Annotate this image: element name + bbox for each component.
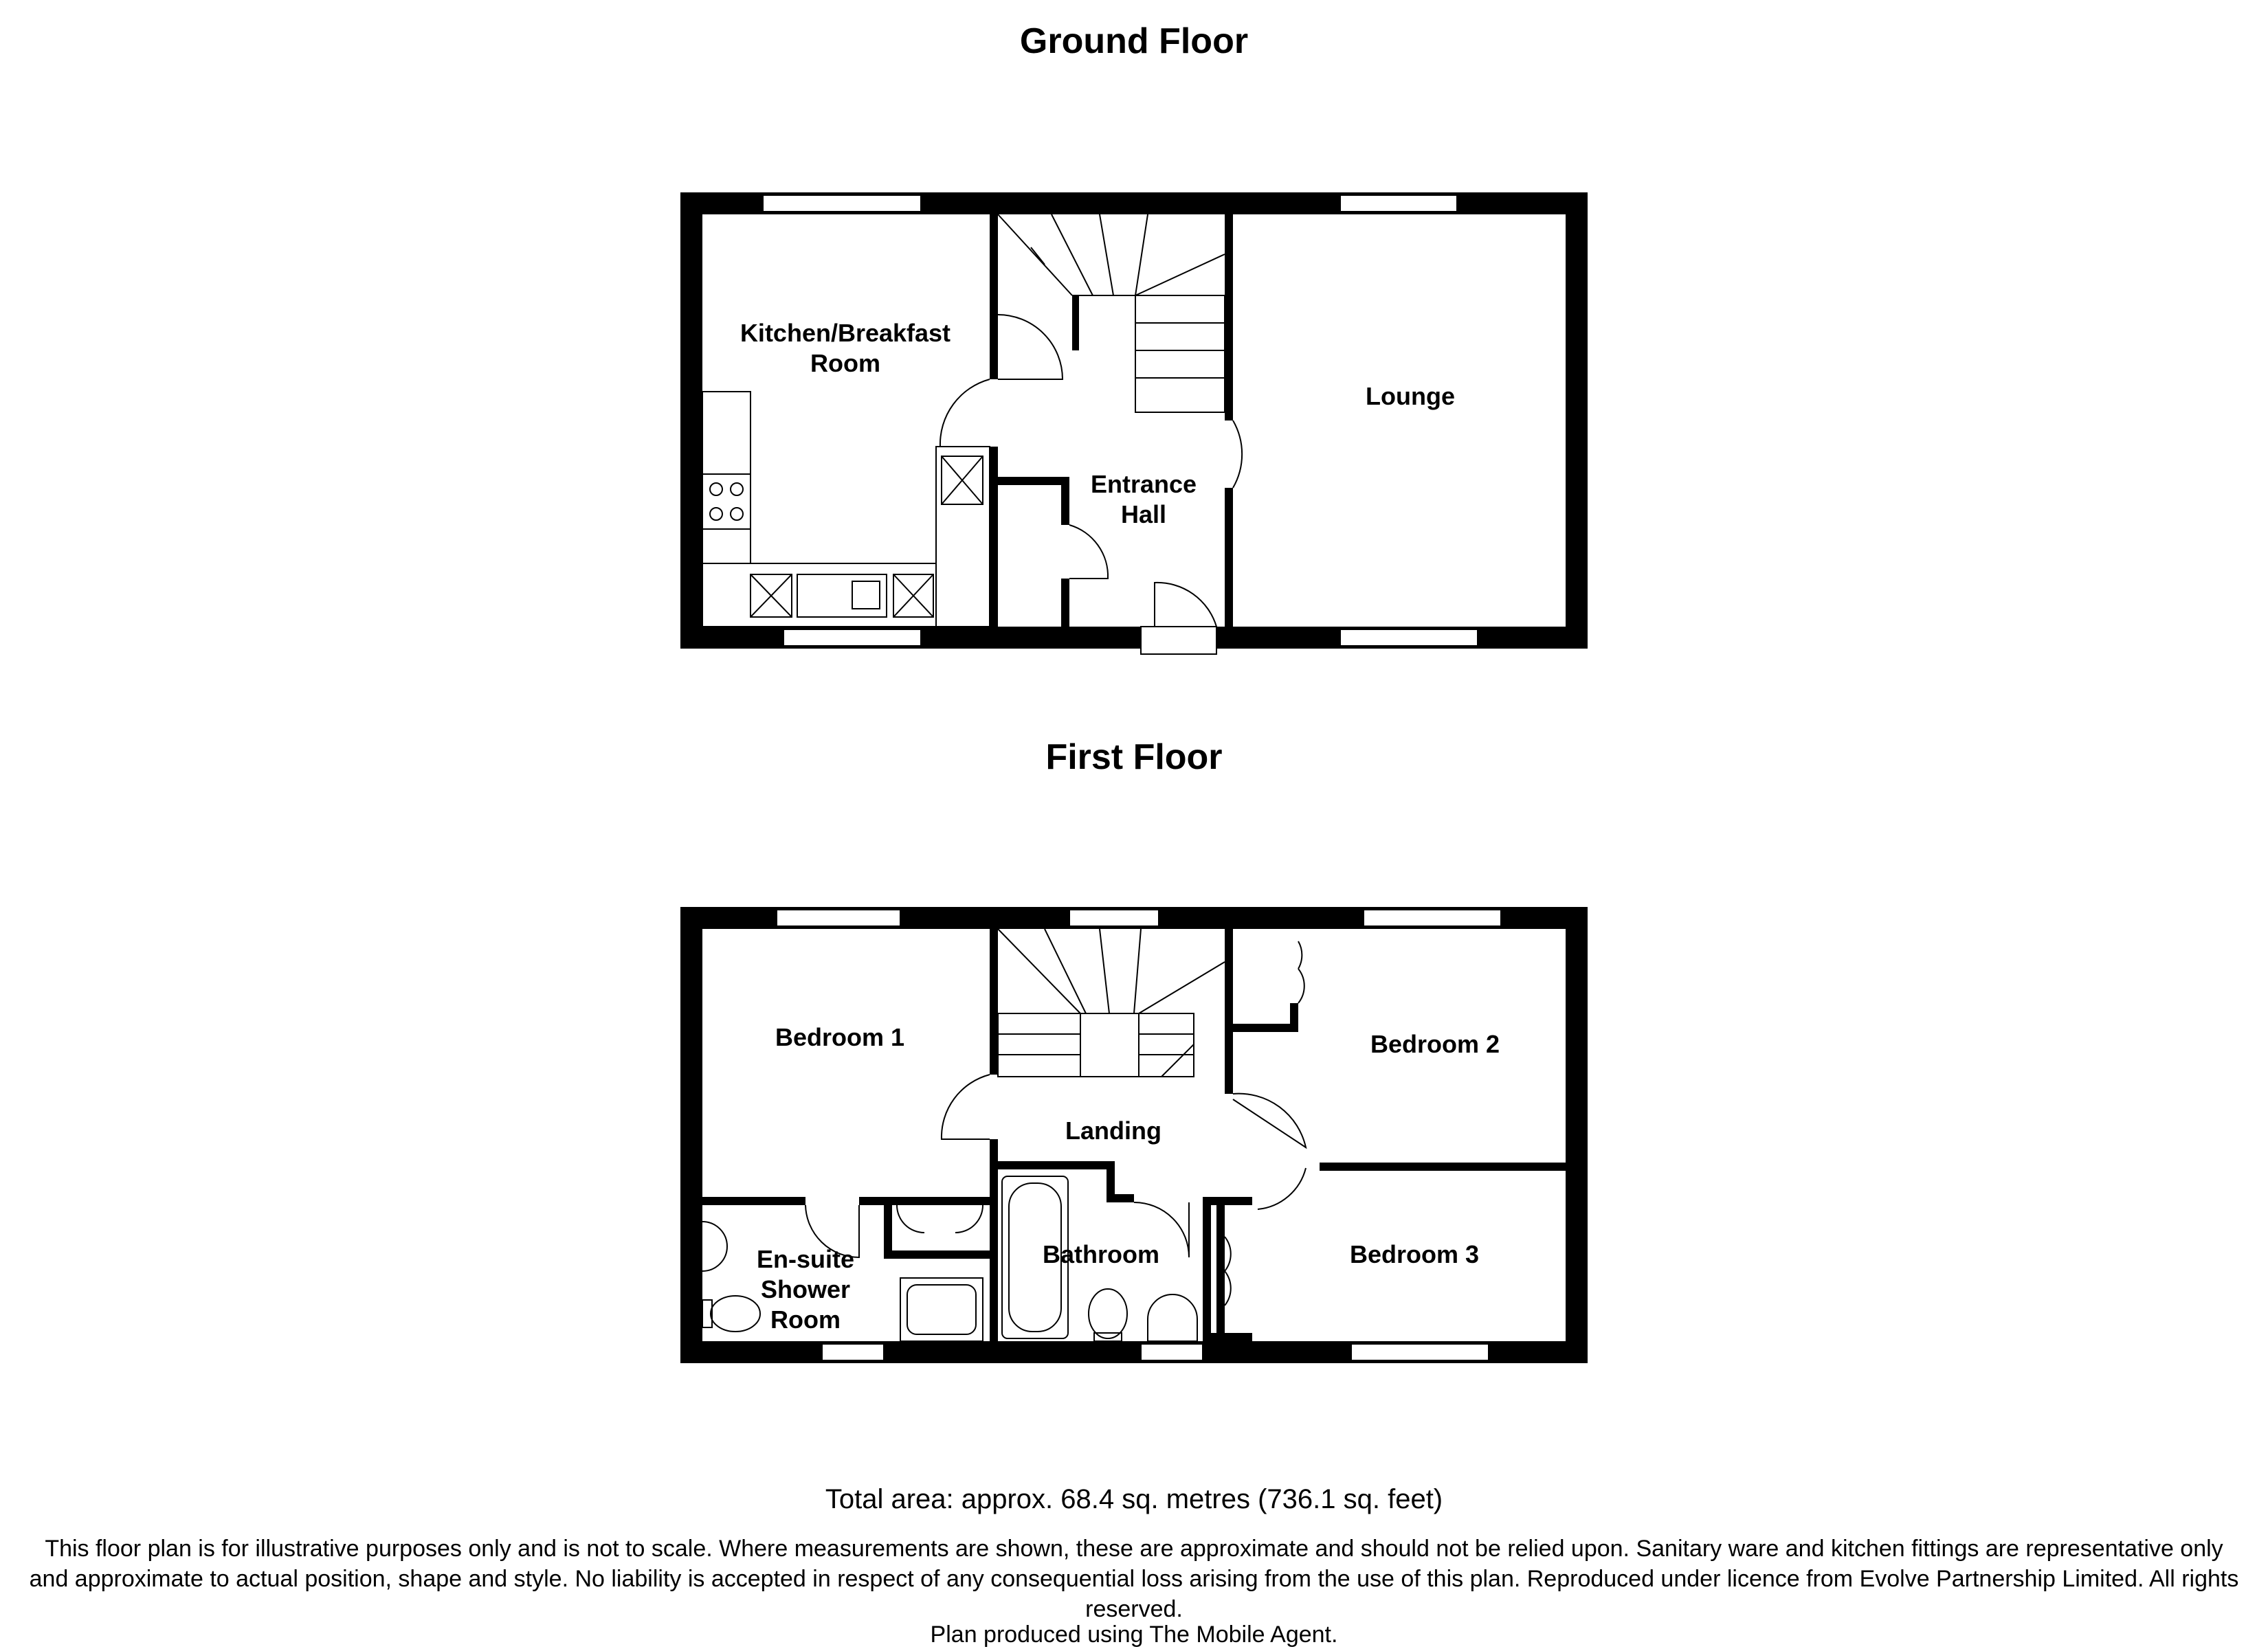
- shower-tray-icon: [900, 1278, 983, 1341]
- ensuite-window: [822, 1344, 884, 1360]
- bathroom-wall-top: [990, 1161, 1113, 1169]
- bed1-landing-wall-upper: [990, 929, 998, 1075]
- first-staircase: [998, 929, 1225, 1077]
- bed2-bed3-wall: [1320, 1163, 1566, 1171]
- room-label-entrance-hall-line2: Hall: [1120, 500, 1167, 528]
- bathroom-wall-west: [990, 1169, 998, 1341]
- bed2-window: [1364, 910, 1501, 926]
- hall-lounge-wall-lower: [1225, 488, 1233, 627]
- bed3-window: [1351, 1344, 1489, 1360]
- bed2-cupboard-wall-end: [1290, 1003, 1298, 1032]
- ground-floor-title: Ground Floor: [1019, 21, 1249, 61]
- lounge-window-south: [1340, 629, 1478, 646]
- room-label-kitchen-line2: Room: [810, 349, 880, 377]
- room-label-ensuite-line3: Room: [770, 1305, 841, 1334]
- toilet-icon: [1089, 1289, 1127, 1338]
- cupboard-wall-top: [998, 477, 1061, 485]
- basin-icon: [1148, 1294, 1197, 1341]
- hall-lounge-wall-upper: [1225, 214, 1233, 420]
- bed1-window: [777, 910, 900, 926]
- ensuite-wall-top-right: [859, 1197, 990, 1205]
- lounge-window-north: [1340, 195, 1457, 212]
- room-label-bathroom: Bathroom: [1043, 1240, 1159, 1268]
- room-label-entrance-hall: Entrance: [1090, 470, 1197, 498]
- ground-staircase: [998, 214, 1225, 412]
- disclaimer-text: This floor plan is for illustrative purposes only and is not to scale. Where measurements are shown, these are approximate and should not be relied upon. Sanitary ware and kitchen fittings are representative only and approximate to actual position, shape and style. No liability is accepted in respect of any consequential loss arising from the use of this plan. Reproduced under licence from Evolve Partnership Limited. All rights reserved.: [29, 1536, 2239, 1622]
- cupboard-wall-side-lower: [1061, 579, 1069, 627]
- bed2-cupboard-wall: [1225, 1024, 1290, 1032]
- kitchen-fittings: [702, 392, 990, 627]
- ensuite-toilet-icon: [711, 1296, 760, 1332]
- hob-icon: [702, 474, 751, 529]
- ground-floor-plan: [680, 192, 1588, 654]
- kitchen-hall-wall-lower: [990, 447, 998, 627]
- bathroom-window: [1141, 1344, 1203, 1360]
- bed3-corner: [1211, 1333, 1252, 1363]
- bathroom-wall-east: [1203, 1197, 1211, 1341]
- room-label-landing: Landing: [1065, 1117, 1161, 1145]
- first-wall-east: [1566, 907, 1588, 1363]
- first-floor-plan: [680, 907, 1588, 1363]
- ground-wall-east: [1566, 192, 1588, 649]
- landing-bed2-wall: [1225, 929, 1233, 1094]
- ground-wall-west: [680, 192, 702, 649]
- room-label-bedroom1: Bedroom 1: [775, 1023, 905, 1051]
- first-floor-title: First Floor: [1045, 737, 1223, 777]
- kitchen-worktop-east: [936, 447, 990, 627]
- bed3-cupboard-wall: [1216, 1202, 1225, 1333]
- landing-window: [1069, 910, 1159, 926]
- room-label-kitchen: Kitchen/Breakfast: [740, 319, 951, 347]
- room-label-lounge: Lounge: [1366, 382, 1455, 410]
- cupboard-divider: [884, 1197, 892, 1259]
- kitchen-window-south: [783, 629, 921, 646]
- ensuite-basin-icon: [702, 1222, 727, 1271]
- room-label-ensuite: En-suite: [756, 1245, 855, 1273]
- kitchen-window-north: [763, 195, 921, 212]
- cupboard-bottom: [892, 1250, 990, 1259]
- room-label-ensuite-line2: Shower: [760, 1275, 851, 1303]
- ensuite-wall-top: [702, 1197, 805, 1205]
- front-door-step: [1141, 627, 1216, 654]
- bathroom-wall-top-right: [1107, 1194, 1134, 1202]
- stair-wall: [1072, 295, 1079, 350]
- total-area-text: Total area: approx. 68.4 sq. metres (736.1 sq. feet): [825, 1484, 1443, 1514]
- kitchen-worktop-west: [702, 392, 751, 563]
- produced-by-text: Plan produced using The Mobile Agent.: [930, 1622, 1338, 1648]
- kitchen-hall-wall-upper: [990, 214, 998, 379]
- cupboard-wall-side: [1061, 477, 1069, 525]
- room-label-bedroom2: Bedroom 2: [1370, 1030, 1500, 1058]
- room-label-bedroom3: Bedroom 3: [1349, 1240, 1480, 1268]
- first-wall-west: [680, 907, 702, 1363]
